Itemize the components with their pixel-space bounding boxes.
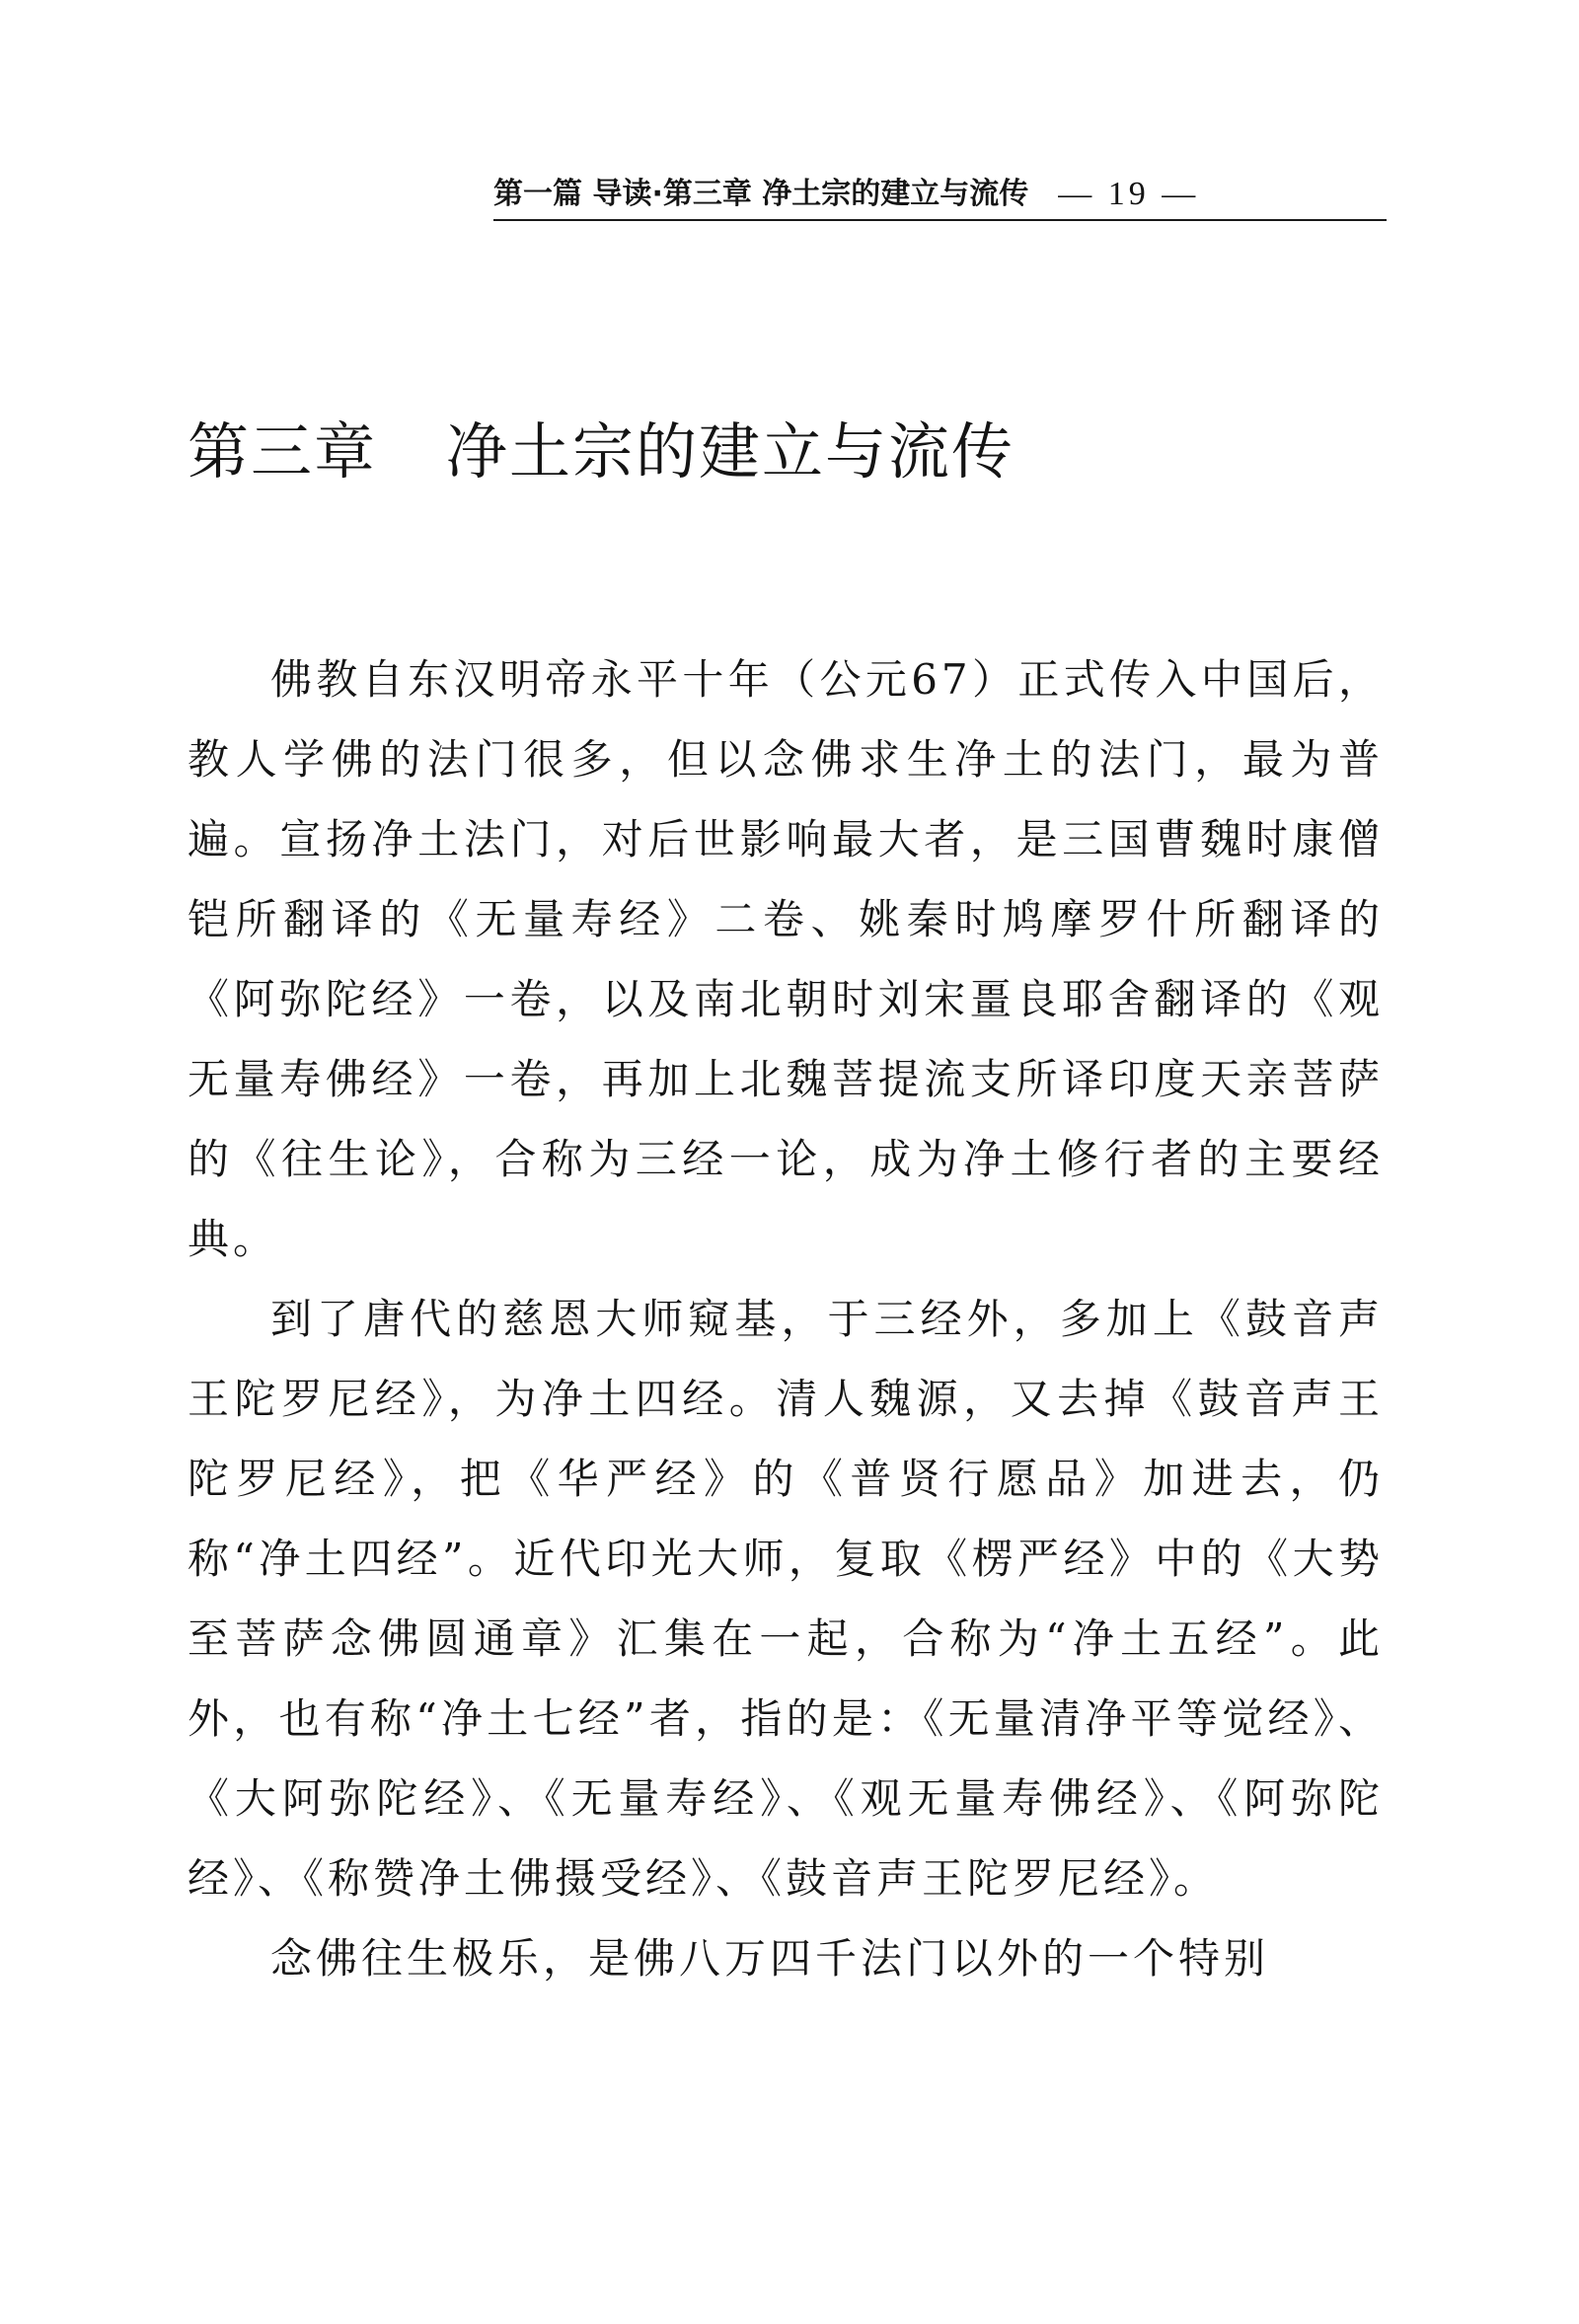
running-header-title: 第一篇 导读·第三章 净土宗的建立与流传 [493, 177, 1029, 211]
running-header [493, 170, 1387, 221]
paragraph: 佛教自东汉明帝永平十年（公元67）正式传入中国后，教人学佛的法门很多，但以念佛求生净土的法门，最为普遍。宣扬净土法门，对后世影响最大者，是三国曹魏时康僧铠所翻译的《无量寿经》二卷、姚秦时鸠摩罗什所翻译的《阿弥陀经》一卷，以及南北朝时刘宋畺良耶舍翻译的《观无量寿佛经》一卷，再加上北魏菩提流支所译印度天亲菩萨的《往生论》，合称为三经一论，成为净土修行者的主要经典。 [188, 655, 1384, 1263]
paragraph: 到了唐代的慈恩大师窥基，于三经外，多加上《鼓音声王陀罗尼经》，为净土四经。清人魏源，又去掉《鼓音声王陀罗尼经》，把《华严经》的《普贤行愿品》加进去，仍称“净土四经”。近代印光大师，复取《楞严经》中的《大势至菩萨念佛圆通章》汇集在一起，合称为“净土五经”。此外，也有称“净土七经”者，指的是：《无量清净平等觉经》、《大阿弥陀经》、《无量寿经》、《观无量寿佛经》、《阿弥陀经》、《称赞净土佛摄受经》、《鼓音声王陀罗尼经》。 [188, 1295, 1384, 1903]
chapter-heading [188, 412, 1015, 491]
chapter-number: 第三章 [188, 415, 378, 487]
page-number: — 19 — [1058, 176, 1200, 212]
paragraph: 念佛往生极乐，是佛八万四千法门以外的一个特别 [270, 1934, 1270, 1983]
chapter-title: 净土宗的建立与流传 [446, 415, 1015, 487]
body-text [188, 639, 1384, 1998]
